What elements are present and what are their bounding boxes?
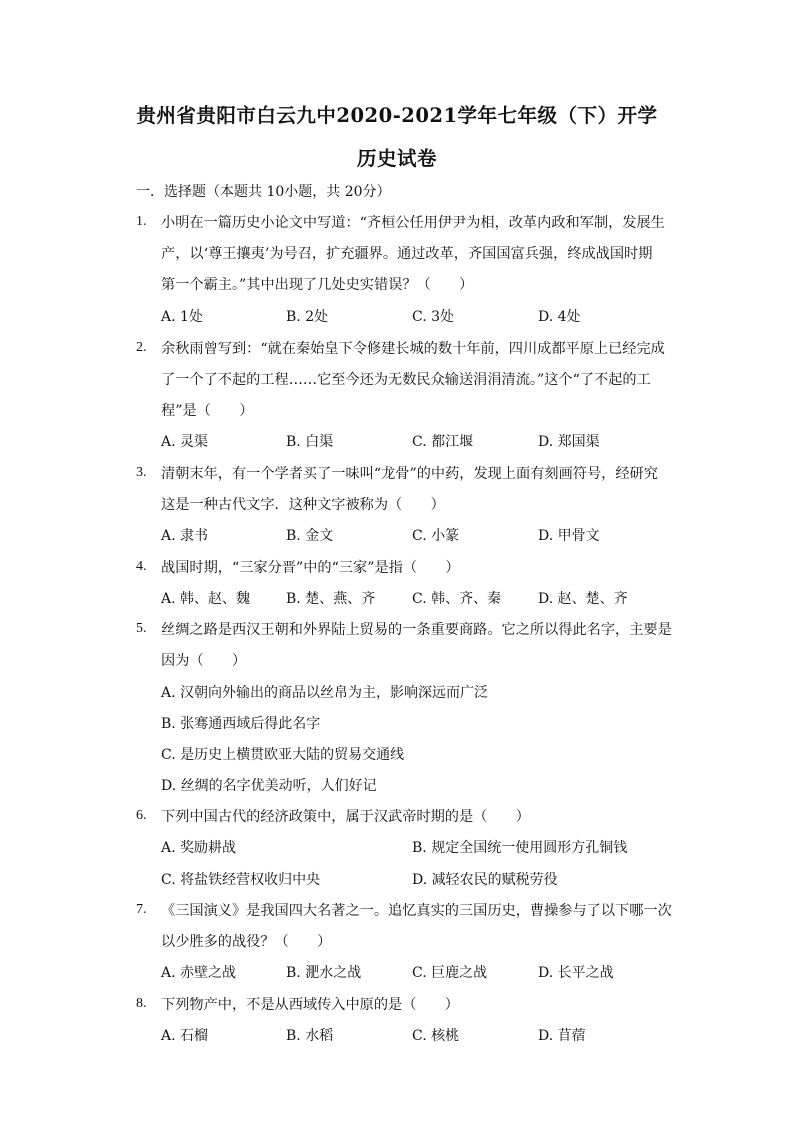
question-number: 8. <box>136 996 147 1011</box>
option-a: A. 石榴 <box>161 1028 209 1044</box>
question-number: 6. <box>136 808 147 823</box>
question-number: 7. <box>136 902 147 917</box>
option-d: D. 丝绸的名字优美动听，人们好记 <box>161 778 377 794</box>
option-a: A. 灵渠 <box>161 434 209 450</box>
question-text: 清朝末年，有一个学者买了一味叫“龙骨”的中药，发现上面有刻画符号，经研究 <box>161 466 658 482</box>
option-d: D. 苜蓿 <box>538 1028 586 1044</box>
option-a: A. 汉朝向外输出的商品以丝帛为主，影响深远而广泛 <box>161 685 489 701</box>
question-text: 《三国演义》是我国四大名著之一。追忆真实的三国历史，曹操参与了以下哪一次 <box>161 903 672 919</box>
question-number: 3. <box>136 465 147 480</box>
question-text: 产，以‘尊王攘夷’为号召，扩充疆界。通过改革，齐国国富兵强，终成战国时期 <box>161 246 653 262</box>
question-text: 程”是（ ） <box>161 403 254 419</box>
option-c: C. 是历史上横贯欧亚大陆的贸易交通线 <box>161 747 405 763</box>
option-b: B. 规定全国统一使用圆形方孔铜钱 <box>412 840 628 856</box>
option-b: B. 金文 <box>286 528 334 544</box>
question-number: 2. <box>136 340 147 355</box>
option-a: A. 1处 <box>161 309 203 325</box>
question-text: 战国时期，“三家分晋”中的“三家”是指（ ） <box>161 560 460 576</box>
option-d: D. 赵、楚、齐 <box>538 591 628 607</box>
question-text: 下列中国古代的经济政策中，属于汉武帝时期的是（ ） <box>161 809 530 825</box>
option-d: D. 长平之战 <box>538 965 614 981</box>
option-c: C. 将盐铁经营权收归中央 <box>161 872 321 888</box>
option-a: A. 隶书 <box>161 528 209 544</box>
option-a: A. 赤壁之战 <box>161 965 237 981</box>
option-c: C. 巨鹿之战 <box>412 965 488 981</box>
option-b: B. 淝水之战 <box>286 965 362 981</box>
option-b: B. 水稻 <box>286 1028 334 1044</box>
option-c: C. 小篆 <box>412 528 460 544</box>
option-d: D. 郑国渠 <box>538 434 600 450</box>
question-text: 了一个了不起的工程……它至今还为无数民众输送涓涓清流。”这个“了不起的工 <box>161 372 651 388</box>
option-c: C. 3处 <box>412 309 455 325</box>
option-d: D. 甲骨文 <box>538 528 600 544</box>
question-number: 1. <box>136 214 147 229</box>
question-number: 5. <box>136 621 147 636</box>
option-b: B. 楚、燕、齐 <box>286 591 376 607</box>
option-b: B. 张骞通西域后得此名字 <box>161 716 321 732</box>
question-text: 这是一种古代文字．这种文字被称为（ ） <box>161 497 445 513</box>
section-heading: 一．选择题（本题共 10小题，共 20分） <box>136 184 391 200</box>
option-a: A. 韩、赵、魏 <box>161 591 251 607</box>
exam-title-line1: 贵州省贵阳市白云九中2020-2021学年七年级（下）开学 <box>136 104 658 127</box>
question-number: 4. <box>136 559 147 574</box>
option-d: D. 4处 <box>538 309 581 325</box>
question-text: 因为（ ） <box>161 653 247 669</box>
option-a: A. 奖励耕战 <box>161 840 237 856</box>
exam-title-line2: 历史试卷 <box>356 147 437 170</box>
option-b: B. 2处 <box>286 309 329 325</box>
option-b: B. 白渠 <box>286 434 334 450</box>
question-text: 以少胜多的战役？（ ） <box>161 934 332 950</box>
option-c: C. 都江堰 <box>412 434 474 450</box>
question-text: 下列物产中，不是从西域传入中原的是（ ） <box>161 997 459 1013</box>
question-text: 余秋雨曾写到：“就在秦始皇下令修建长城的数十年前，四川成都平原上已经完成 <box>161 341 665 357</box>
option-c: C. 韩、齐、秦 <box>412 591 502 607</box>
question-text: 第一个霸主。”其中出现了几处史实错误？（ ） <box>161 277 474 293</box>
question-text: 丝绸之路是西汉王朝和外界陆上贸易的一条重要商路。它之所以得此名字，主要是 <box>161 622 672 638</box>
option-d: D. 减轻农民的赋税劳役 <box>412 872 558 888</box>
option-c: C. 核桃 <box>412 1028 460 1044</box>
question-text: 小明在一篇历史小论文中写道：“齐桓公任用伊尹为相，改革内政和军制，发展生 <box>161 215 665 231</box>
